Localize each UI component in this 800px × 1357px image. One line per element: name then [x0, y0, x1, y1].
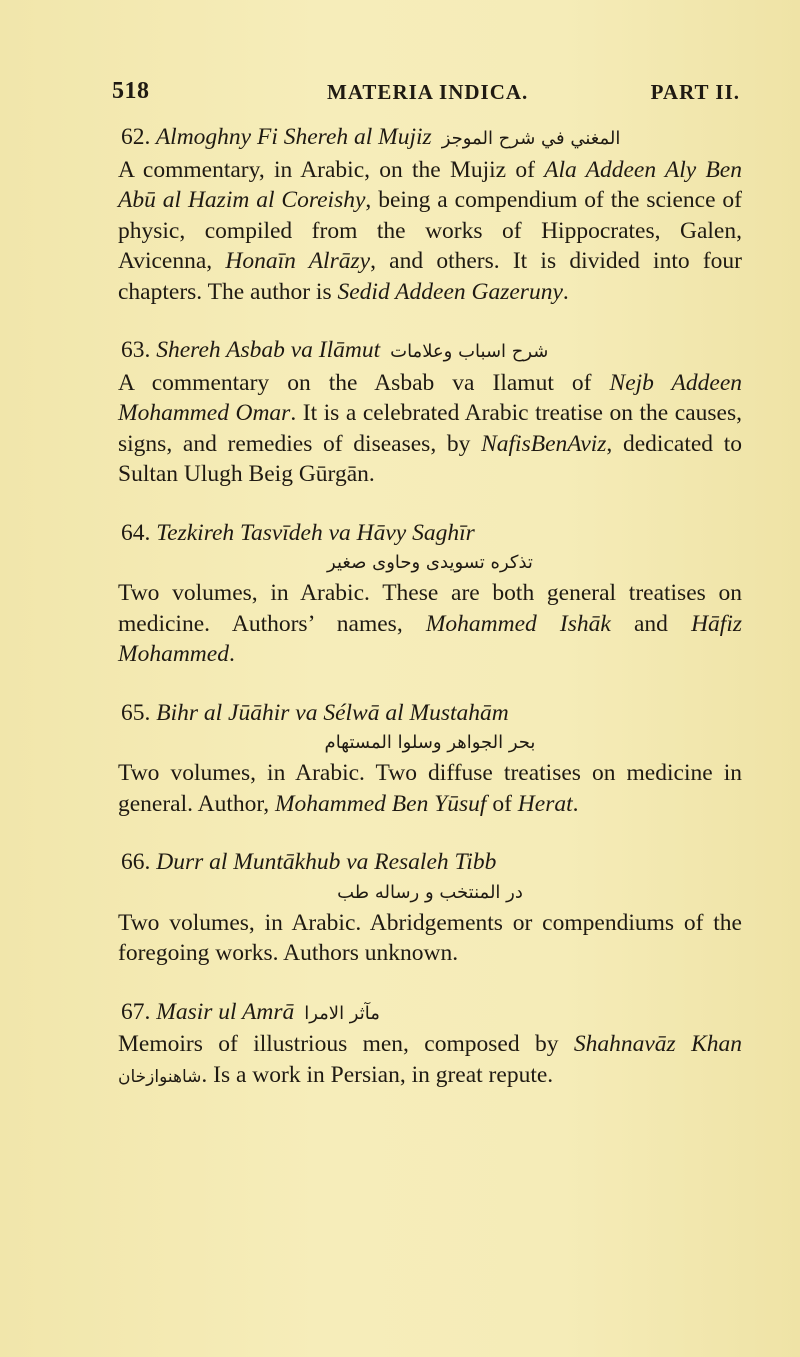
entry-number: 65.: [121, 699, 151, 726]
entry-description: [118, 155, 742, 308]
author-name: Hāfiz Mohammed: [118, 610, 742, 667]
description-text: Two volumes, in Arabic. Two diffuse treatises on medicine in general. Author,: [118, 760, 742, 817]
entry-arabic-title: در المنتخب و رساله طب: [337, 881, 523, 903]
author-name: NafisBenAviz: [481, 430, 607, 457]
author-name: Nejb Addeen Mohammed Omar: [118, 369, 742, 426]
author-name: Ala Addeen Aly Ben Abū al Hazim al Coreishy: [118, 156, 742, 213]
entry-arabic-title: بحر الجواهر وسلوا المستهام: [324, 732, 536, 753]
description-text: .: [572, 790, 579, 817]
part-label: PART II.: [650, 80, 740, 104]
entry-title-line: [121, 335, 742, 368]
description-text: Memoirs of illustrious men, composed by: [118, 1031, 574, 1057]
entry-title: Bihr al Jūāhir va Sélwā al Mustahām: [156, 699, 509, 726]
description-text: A commentary, in Arabic, on the Mujiz of: [118, 156, 545, 183]
entry-title-line: [121, 847, 742, 878]
entry-arabic-title: مآثر الامرا: [304, 1002, 380, 1024]
author-arabic-name: شاهنوازخان: [118, 1066, 202, 1087]
entry-62: [118, 122, 742, 307]
page-header: [112, 78, 740, 108]
entry-65: [118, 698, 742, 820]
description-text: , and others. It is divided into four chapters. The author is: [118, 248, 742, 305]
entry-title-line: [121, 997, 742, 1030]
author-name: Mohammed Ishāk: [425, 610, 611, 637]
entry-67: [118, 997, 742, 1093]
entry-number: 64.: [121, 519, 151, 546]
description-text: .: [562, 278, 569, 305]
entry-description: [118, 1029, 742, 1092]
description-text: Two volumes, in Arabic. These are both general treatises on medicine. Authors’ names,: [118, 580, 742, 637]
description-text: . It is a celebrated Arabic treatise on the causes, signs, and remedies of diseases, by: [118, 400, 742, 457]
description-text: , being a compendium of the science of physic, compiled from the works of Hippocrates, Galen, Avicenna,: [118, 187, 742, 274]
description-text: , dedicated to Sultan Ulugh Beig Gūrgān.: [118, 430, 743, 487]
author-name: Mohammed Ben Yūsuf: [274, 790, 487, 817]
running-title: MATERIA INDICA.: [327, 80, 529, 104]
entry-title: Masir ul Amrā: [156, 998, 295, 1025]
description-text: .: [228, 641, 235, 667]
author-name: Honaīn Alrāzy: [225, 248, 371, 274]
entry-arabic-title: تذكره تسويدى وحاوى صغير: [327, 552, 533, 573]
entry-title-line: [121, 518, 742, 549]
entry-title-line: [121, 698, 742, 729]
author-name: Shahnavāz Khan: [573, 1031, 743, 1057]
entry-number: 67.: [121, 998, 151, 1025]
description-text: . Is a work in Persian, in great repute.: [201, 1061, 554, 1088]
entry-63: [118, 335, 742, 490]
description-text: Two volumes, in Arabic. Abridgements or compendiums of the foregoing works. Authors unknown.: [118, 909, 742, 966]
page-content: [118, 122, 742, 1120]
entry-title: Durr al Muntākhub va Resaleh Tibb: [156, 849, 497, 875]
entry-64: [118, 518, 742, 670]
description-text: and: [610, 610, 692, 637]
entry-title: Tezkireh Tasvīdeh va Hāvy Saghīr: [156, 519, 475, 546]
entry-title: Shereh Asbab va Ilāmut: [156, 337, 381, 363]
entry-description: [118, 578, 742, 670]
entry-arabic-title: المغني في شرح الموجز: [441, 128, 621, 149]
entry-arabic-title: شرح اسباب وعلامات: [390, 341, 549, 362]
description-text: A commentary on the Asbab va Ilamut of: [118, 369, 610, 396]
entry-description: [118, 908, 742, 969]
entry-title-line: [121, 122, 742, 155]
entry-66: [118, 847, 742, 969]
entry-number: 62.: [121, 124, 151, 150]
description-text: of: [486, 790, 518, 817]
author-name: Sedid Addeen Gazeruny: [337, 278, 563, 305]
entry-description: [118, 368, 742, 490]
entry-number: 63.: [121, 337, 151, 363]
page-number: 518: [112, 78, 150, 104]
place-name: Herat: [517, 790, 573, 817]
entry-number: 66.: [121, 849, 151, 875]
entry-description: [118, 758, 742, 819]
entry-title: Almoghny Fi Shereh al Mujiz: [155, 124, 432, 150]
